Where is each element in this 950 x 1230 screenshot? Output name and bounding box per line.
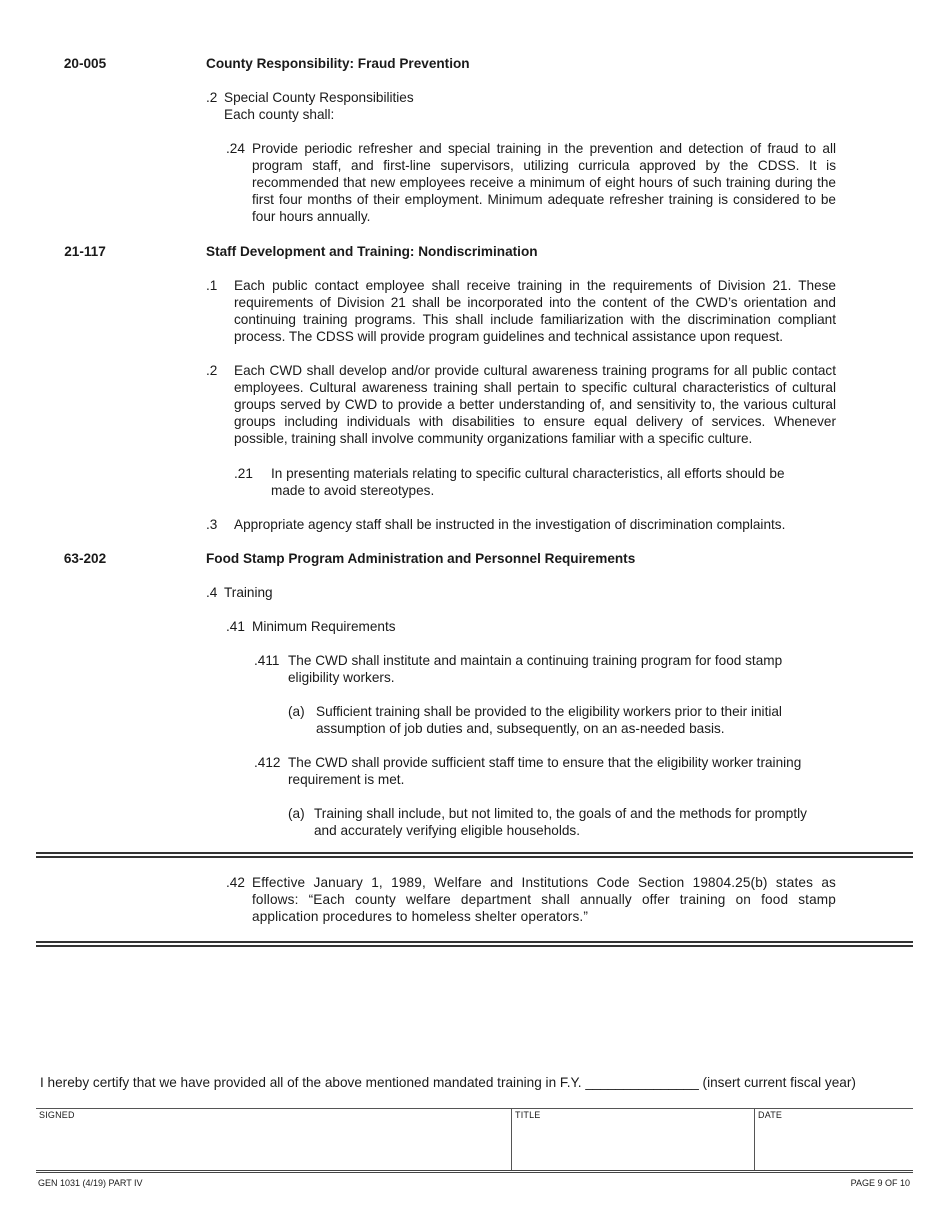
- item-text: The CWD shall institute and maintain a continuing training program for food stamp eligibility workers.: [288, 653, 783, 685]
- item-text: Minimum Requirements: [252, 619, 396, 634]
- item-41-minimum-requirements: [226, 618, 526, 636]
- item-412-staff-time: [254, 754, 834, 790]
- double-rule-bottom: [36, 941, 913, 947]
- item-label: .412: [254, 755, 281, 770]
- signed-label: SIGNED: [39, 1110, 75, 1120]
- page-number: PAGE 9 OF 10: [850, 1178, 910, 1188]
- item-411a-sufficient-training: [288, 703, 818, 739]
- item-text: In presenting materials relating to specific cultural characteristics, all efforts should be made to avoid stereotypes.: [271, 466, 785, 498]
- item-text: Effective January 1, 1989, Welfare and Institutions Code Section 19804.25(b) states as follows: “Each county welfare department shall annually offer training on food stamp application procedures to homeless shelter operators.”: [252, 875, 836, 924]
- item-label: .1: [206, 278, 218, 293]
- certification-statement: [40, 1074, 856, 1091]
- item-24-refresher-training: [226, 140, 836, 230]
- item-label: .411: [254, 653, 280, 668]
- form-id: GEN 1031 (4/19) PART IV: [38, 1178, 143, 1188]
- item-42-homeless-shelter-training: [226, 874, 836, 928]
- section-number-21-117: 21-117: [64, 244, 106, 259]
- section-title-food-stamp-admin: Food Stamp Program Administration and Personnel Requirements: [206, 551, 636, 566]
- item-text: Training shall include, but not limited to, the goals of and the methods for promptly and accurately verifying eligible households.: [314, 806, 807, 838]
- section-number-63-202: 63-202: [63, 551, 107, 566]
- certification-hint: (insert current fiscal year): [702, 1075, 856, 1090]
- item-21-avoid-stereotypes: [234, 465, 814, 501]
- item-label: .3: [206, 517, 218, 532]
- item-label: .42: [226, 875, 245, 890]
- signed-field[interactable]: [36, 1109, 512, 1170]
- item-411-continuing-training: [254, 652, 814, 688]
- item-label: (a): [288, 704, 305, 719]
- item-3-investigation: [206, 516, 836, 534]
- item-label: (a): [288, 806, 305, 821]
- item-text: Provide periodic refresher and special training in the prevention and detection of fraud to all program staff, and first-line supervisors, utilizing curricula approved by the CDSS. It is recommended that new employees receive a minimum of eight hours of such training during the first four months of their employment. Minimum adequate refresher training is considered to be four hours annually.: [252, 141, 836, 224]
- title-field[interactable]: [512, 1109, 755, 1170]
- signature-table: [36, 1108, 913, 1173]
- item-label: .2: [206, 90, 218, 105]
- date-label: DATE: [758, 1110, 783, 1120]
- item-heading: Special County Responsibilities: [224, 90, 414, 105]
- item-text: Each public contact employee shall receive training in the requirements of Division 21. These requirements of Division 21 shall be incorporated into the content of the CWD’s orientation and continuing training programs. This shall include familiarization with the discrimination compliant process. The CDSS will provide program guidelines and technical assistance upon request.: [234, 278, 836, 344]
- item-1-public-contact-training: [206, 277, 836, 347]
- item-text: Training: [224, 585, 273, 600]
- item-text: Each CWD shall develop and/or provide cultural awareness training programs for all public contact employees. Cultural awareness training shall pertain to specific cultural characteristics of cultural groups served by CWD to provide a better understanding of, and sensitivity to, the various cultural groups including individuals with disabilities to ensure equal delivery of services. Whenever possible, training shall involve community organizations familiar with a specific culture.: [234, 363, 836, 446]
- certification-text: I hereby certify that we have provided all of the above mentioned mandated training in F.Y.: [40, 1075, 582, 1090]
- item-text: Sufficient training shall be provided to the eligibility workers prior to their initial assumption of job duties and, subsequently, on an as-needed basis.: [316, 704, 782, 736]
- date-field[interactable]: [755, 1109, 913, 1170]
- item-label: .24: [226, 141, 245, 156]
- item-text: Appropriate agency staff shall be instructed in the investigation of discrimination complaints.: [234, 517, 786, 532]
- item-2-cultural-awareness: [206, 362, 836, 450]
- item-label: .2: [206, 363, 218, 378]
- item-4-training: [206, 584, 506, 602]
- section-title-nondiscrimination: Staff Development and Training: Nondiscrimination: [206, 244, 538, 259]
- item-2-special-county-responsibilities: [206, 89, 846, 125]
- item-label: .41: [226, 619, 245, 634]
- item-text: The CWD shall provide sufficient staff time to ensure that the eligibility worker training requirement is met.: [288, 755, 802, 787]
- item-label: .21: [234, 466, 253, 481]
- section-title-fraud-prevention: County Responsibility: Fraud Prevention: [206, 56, 470, 71]
- fiscal-year-blank[interactable]: _______________: [585, 1075, 699, 1090]
- item-subheading: Each county shall:: [224, 107, 335, 122]
- item-label: .4: [206, 585, 218, 600]
- double-rule-top: [36, 852, 913, 858]
- item-412a-verification: [288, 805, 833, 841]
- title-label: TITLE: [515, 1110, 541, 1120]
- section-number-20-005: 20-005: [63, 56, 107, 71]
